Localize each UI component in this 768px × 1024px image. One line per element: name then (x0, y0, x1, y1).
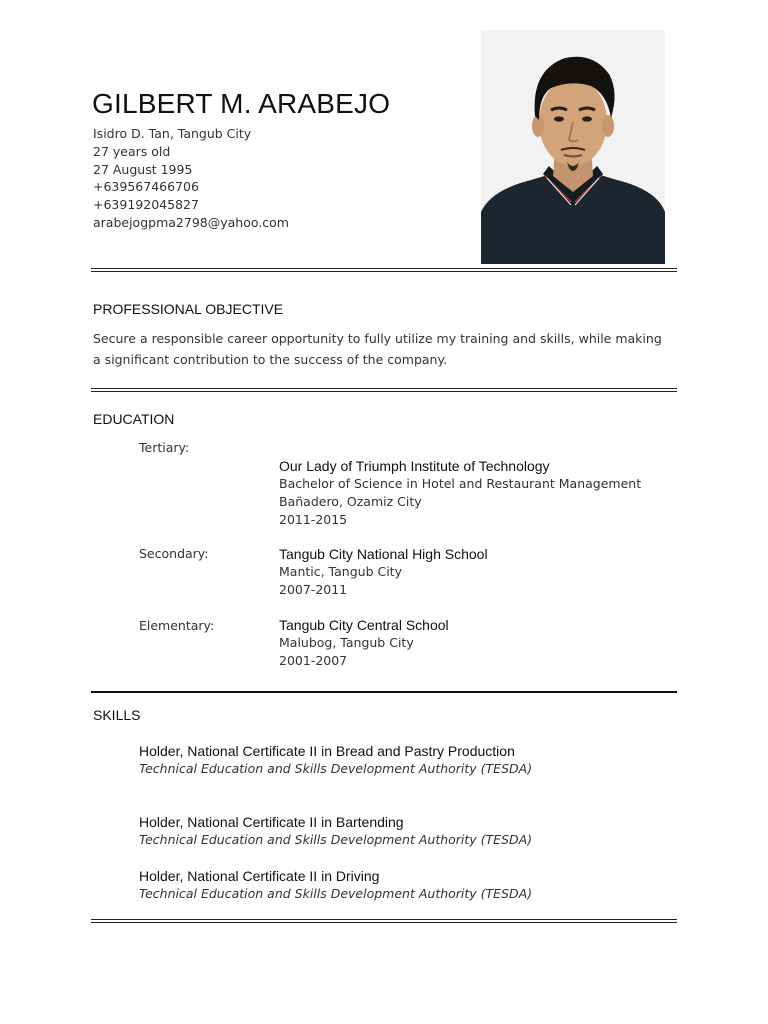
objective-divider (91, 388, 677, 392)
skill-title: Holder, National Certificate II in Bartending (139, 814, 404, 830)
school-name: Tangub City National High School (279, 546, 488, 562)
contact-email: arabejogpma2798@yahoo.com (93, 214, 289, 230)
contact-phone-1: +639567466706 (93, 179, 199, 195)
skill-title: Holder, National Certificate II in Driving (139, 868, 380, 884)
skills-heading: SKILLS (93, 707, 141, 723)
contact-birthdate: 27 August 1995 (93, 161, 193, 177)
education-entry-tertiary (279, 457, 641, 528)
education-location: Malubog, Tangub City (279, 635, 414, 650)
contact-age: 27 years old (93, 143, 171, 159)
education-location: Mantic, Tangub City (279, 564, 402, 579)
education-divider (91, 691, 677, 693)
skill-item (139, 813, 532, 848)
contact-details (93, 125, 289, 232)
education-label-secondary: Secondary: (139, 546, 209, 561)
skills-divider (91, 919, 677, 923)
education-entry-elementary (279, 616, 449, 670)
education-heading: EDUCATION (93, 411, 175, 427)
header-divider (91, 268, 677, 272)
skill-item (139, 867, 532, 902)
education-location: Bañadero, Ozamiz City (279, 493, 422, 509)
skill-item (139, 742, 532, 777)
education-label-tertiary: Tertiary: (139, 440, 190, 455)
school-name: Tangub City Central School (279, 617, 449, 633)
skill-title: Holder, National Certificate II in Bread and Pastry Production (139, 743, 515, 759)
education-years: 2011-2015 (279, 511, 348, 527)
education-entry-secondary (279, 545, 488, 599)
skill-issuer: Technical Education and Skills Development Authority (TESDA) (139, 761, 533, 776)
contact-phone-2: +639192045827 (93, 197, 199, 213)
objective-heading: PROFESSIONAL OBJECTIVE (93, 301, 284, 317)
contact-address: Isidro D. Tan, Tangub City (93, 126, 252, 141)
applicant-name: GILBERT M. ARABEJO (92, 88, 391, 119)
skill-issuer: Technical Education and Skills Development Authority (TESDA) (139, 886, 533, 901)
objective-text: Secure a responsible career opportunity to fully utilize my training and skills, while making a significant contribution to the success of the company. (93, 331, 662, 367)
education-years: 2007-2011 (279, 581, 348, 597)
education-label-elementary: Elementary: (139, 618, 215, 633)
education-degree: Bachelor of Science in Hotel and Restaurant Management (279, 476, 642, 491)
portrait-photo (481, 30, 665, 264)
school-name: Our Lady of Triumph Institute of Technology (279, 458, 550, 474)
skill-issuer: Technical Education and Skills Development Authority (TESDA) (139, 832, 533, 847)
education-years: 2001-2007 (279, 652, 348, 668)
